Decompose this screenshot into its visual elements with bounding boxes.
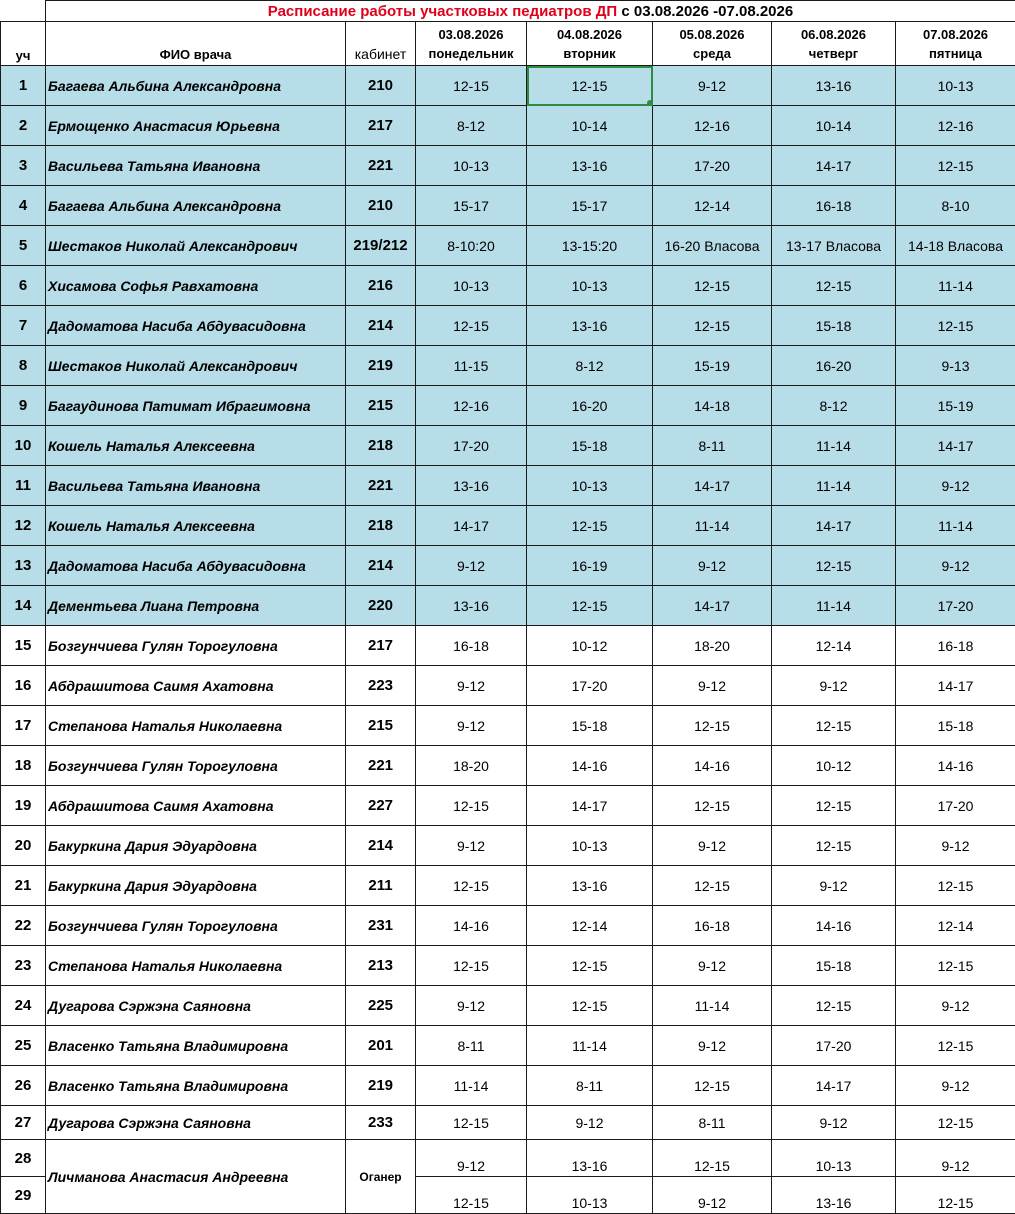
header-row: [1, 22, 1015, 66]
schedule-cell-mon[interactable]: 10-13: [416, 266, 527, 306]
schedule-cell-tue[interactable]: 12-14: [527, 906, 653, 946]
schedule-cell-thu[interactable]: 9-12: [772, 866, 896, 906]
schedule-cell-wed[interactable]: 8-11: [653, 426, 772, 466]
schedule-cell-mon[interactable]: 9-12: [416, 666, 527, 706]
header-weekday: четверг: [772, 44, 895, 63]
schedule-cell-fri[interactable]: 9-12: [896, 466, 1015, 506]
schedule-cell-thu[interactable]: 17-20: [772, 1026, 896, 1066]
row-cabinet-cell[interactable]: 219/212: [346, 226, 416, 266]
schedule-cell-tue[interactable]: 10-13: [527, 1177, 653, 1214]
table-row: [1, 506, 1015, 546]
schedule-cell-tue[interactable]: 10-13: [527, 266, 653, 306]
schedule-cell-mon[interactable]: 16-18: [416, 626, 527, 666]
schedule-cell-mon[interactable]: 12-15: [416, 66, 527, 106]
schedule-cell-mon[interactable]: 12-15: [416, 306, 527, 346]
header-date: 03.08.2026: [416, 25, 526, 44]
row-uch-cell[interactable]: 8: [1, 346, 46, 386]
schedule-cell-wed[interactable]: 15-19: [653, 346, 772, 386]
header-uch[interactable]: уч: [1, 22, 46, 66]
row-cabinet-cell[interactable]: 225: [346, 986, 416, 1026]
schedule-cell-tue[interactable]: 16-20: [527, 386, 653, 426]
schedule-cell-wed[interactable]: 9-12: [653, 1026, 772, 1066]
schedule-cell-fri[interactable]: 9-12: [896, 1066, 1015, 1106]
schedule-cell-mon[interactable]: 12-16: [416, 386, 527, 426]
row-cabinet-cell[interactable]: 214: [346, 546, 416, 586]
schedule-cell-thu[interactable]: 12-15: [772, 786, 896, 826]
row-doctor-name-cell[interactable]: Ермощенко Анастасия Юрьевна: [46, 106, 346, 146]
row-uch-cell[interactable]: 12: [1, 506, 46, 546]
table-row: [1, 106, 1015, 146]
schedule-cell-fri[interactable]: 12-14: [896, 906, 1015, 946]
row-cabinet-cell[interactable]: 227: [346, 786, 416, 826]
row-uch-cell[interactable]: 25: [1, 1026, 46, 1066]
row-cabinet-cell[interactable]: 223: [346, 666, 416, 706]
schedule-cell-fri[interactable]: 8-10: [896, 186, 1015, 226]
row-cabinet-cell[interactable]: 219: [346, 346, 416, 386]
schedule-cell-fri[interactable]: 9-12: [896, 986, 1015, 1026]
table-row: [1, 466, 1015, 506]
schedule-cell-thu[interactable]: 11-14: [772, 426, 896, 466]
schedule-cell-tue[interactable]: 11-14: [527, 1026, 653, 1066]
row-doctor-name-cell[interactable]: Личманова Анастасия Андреевна: [46, 1140, 346, 1214]
schedule-cell-tue[interactable]: 13-16: [527, 306, 653, 346]
row-doctor-name-cell[interactable]: Багаева Альбина Александровна: [46, 186, 346, 226]
row-doctor-name-cell[interactable]: Дугарова Сэржэна Саяновна: [46, 1106, 346, 1140]
schedule-cell-thu[interactable]: 9-12: [772, 1106, 896, 1140]
schedule-cell-mon[interactable]: 14-16: [416, 906, 527, 946]
schedule-cell-thu[interactable]: 12-15: [772, 706, 896, 746]
schedule-cell-mon[interactable]: 12-15: [416, 786, 527, 826]
row-doctor-name-cell[interactable]: Дадоматова Насиба Абдувасидовна: [46, 306, 346, 346]
schedule-cell-mon[interactable]: 8-12: [416, 106, 527, 146]
row-cabinet-cell[interactable]: 220: [346, 586, 416, 626]
schedule-cell-tue[interactable]: 12-15: [527, 986, 653, 1026]
schedule-cell-fri[interactable]: 12-15: [896, 1026, 1015, 1066]
schedule-cell-thu[interactable]: 8-12: [772, 386, 896, 426]
schedule-cell-wed[interactable]: 9-12: [653, 546, 772, 586]
schedule-cell-wed[interactable]: 12-14: [653, 186, 772, 226]
row-cabinet-cell[interactable]: 214: [346, 826, 416, 866]
row-cabinet-cell[interactable]: 218: [346, 506, 416, 546]
schedule-cell-wed[interactable]: 12-15: [653, 786, 772, 826]
row-doctor-name-cell[interactable]: Васильева Татьяна Ивановна: [46, 466, 346, 506]
row-uch-cell[interactable]: 7: [1, 306, 46, 346]
row-doctor-name-cell[interactable]: Бакуркина Дария Эдуардовна: [46, 866, 346, 906]
table-row: [1, 666, 1015, 706]
schedule-cell-thu[interactable]: 14-17: [772, 146, 896, 186]
schedule-cell-wed[interactable]: 12-15: [653, 866, 772, 906]
schedule-cell-tue[interactable]: 15-18: [527, 706, 653, 746]
schedule-cell-tue[interactable]: 9-12: [527, 1106, 653, 1140]
schedule-cell-fri[interactable]: 9-13: [896, 346, 1015, 386]
header-day-thu[interactable]: [772, 22, 896, 66]
row-doctor-name-cell[interactable]: Багаева Альбина Александровна: [46, 66, 346, 106]
schedule-cell-fri[interactable]: 11-14: [896, 506, 1015, 546]
header-weekday: вторник: [527, 44, 652, 63]
schedule-cell-fri[interactable]: 15-18: [896, 706, 1015, 746]
row-uch-cell[interactable]: 5: [1, 226, 46, 266]
row-cabinet-cell[interactable]: 217: [346, 626, 416, 666]
row-doctor-name-cell[interactable]: Бакуркина Дария Эдуардовна: [46, 826, 346, 866]
schedule-cell-fri[interactable]: 12-15: [896, 866, 1015, 906]
row-doctor-name-cell[interactable]: Кошель Наталья Алексеевна: [46, 426, 346, 466]
table-row: [1, 746, 1015, 786]
schedule-cell-fri[interactable]: 17-20: [896, 586, 1015, 626]
schedule-cell-fri[interactable]: 16-18: [896, 626, 1015, 666]
schedule-cell-wed[interactable]: 12-15: [653, 1140, 772, 1177]
row-uch-cell[interactable]: 6: [1, 266, 46, 306]
row-cabinet-cell[interactable]: Оганер: [346, 1140, 416, 1214]
schedule-cell-thu[interactable]: 11-14: [772, 586, 896, 626]
schedule-cell-wed[interactable]: 12-15: [653, 266, 772, 306]
title-main: Расписание работы участковых педиатров ДП: [268, 3, 617, 20]
row-doctor-name-cell[interactable]: Абдрашитова Саимя Ахатовна: [46, 786, 346, 826]
schedule-cell-mon[interactable]: 12-15: [416, 1177, 527, 1214]
title-range: с 03.08.2026 -07.08.2026: [621, 3, 793, 20]
schedule-cell-tue[interactable]: 12-15: [527, 946, 653, 986]
schedule-cell-wed[interactable]: 12-15: [653, 306, 772, 346]
schedule-cell-mon[interactable]: 9-12: [416, 826, 527, 866]
row-doctor-name-cell[interactable]: Дементьева Лиана Петровна: [46, 586, 346, 626]
table-row: [1, 1140, 1015, 1177]
table-row: [1, 386, 1015, 426]
row-doctor-name-cell[interactable]: Бозгунчиева Гулян Торогуловна: [46, 626, 346, 666]
schedule-cell-wed[interactable]: 14-17: [653, 466, 772, 506]
schedule-cell-thu[interactable]: 12-15: [772, 546, 896, 586]
row-uch-cell[interactable]: 27: [1, 1106, 46, 1140]
schedule-cell-wed[interactable]: 9-12: [653, 1177, 772, 1214]
row-doctor-name-cell[interactable]: Власенко Татьяна Владимировна: [46, 1066, 346, 1106]
header-day-fri[interactable]: [896, 22, 1015, 66]
row-uch-cell[interactable]: 11: [1, 466, 46, 506]
schedule-cell-wed[interactable]: 9-12: [653, 66, 772, 106]
schedule-cell-thu[interactable]: 15-18: [772, 946, 896, 986]
table-row: [1, 546, 1015, 586]
row-uch-cell[interactable]: 1: [1, 66, 46, 106]
schedule-cell-tue[interactable]: 13-16: [527, 866, 653, 906]
schedule-cell-mon[interactable]: 13-16: [416, 466, 527, 506]
row-uch-cell[interactable]: 20: [1, 826, 46, 866]
schedule-cell-wed[interactable]: 9-12: [653, 666, 772, 706]
schedule-cell-fri[interactable]: 14-17: [896, 666, 1015, 706]
row-doctor-name-cell[interactable]: Хисамова Софья Равхатовна: [46, 266, 346, 306]
schedule-cell-tue[interactable]: 15-17: [527, 186, 653, 226]
schedule-cell-mon[interactable]: 8-10:20: [416, 226, 527, 266]
table-row: [1, 906, 1015, 946]
row-cabinet-cell[interactable]: 217: [346, 106, 416, 146]
schedule-cell-mon[interactable]: 14-17: [416, 506, 527, 546]
schedule-cell-tue[interactable]: 14-17: [527, 786, 653, 826]
table-row: [1, 1066, 1015, 1106]
schedule-cell-thu[interactable]: 14-17: [772, 1066, 896, 1106]
table-row: [1, 586, 1015, 626]
schedule-cell-thu[interactable]: 15-18: [772, 306, 896, 346]
row-cabinet-cell[interactable]: 215: [346, 706, 416, 746]
table-row: [1, 626, 1015, 666]
table-row: [1, 146, 1015, 186]
row-cabinet-cell[interactable]: 231: [346, 906, 416, 946]
schedule-cell-tue[interactable]: 8-12: [527, 346, 653, 386]
schedule-cell-thu[interactable]: 16-20: [772, 346, 896, 386]
header-day-tue[interactable]: [527, 22, 653, 66]
row-cabinet-cell[interactable]: 215: [346, 386, 416, 426]
header-date: 04.08.2026: [527, 25, 652, 44]
schedule-cell-wed[interactable]: 14-18: [653, 386, 772, 426]
corner-cell[interactable]: [1, 1, 46, 22]
fill-handle[interactable]: [647, 100, 653, 106]
schedule-cell-mon[interactable]: 8-11: [416, 1026, 527, 1066]
schedule-cell-wed[interactable]: 8-11: [653, 1106, 772, 1140]
schedule-cell-fri[interactable]: 15-19: [896, 386, 1015, 426]
row-cabinet-cell[interactable]: 221: [346, 146, 416, 186]
header-day-wed[interactable]: [653, 22, 772, 66]
row-uch-cell[interactable]: 28: [1, 1140, 46, 1177]
row-doctor-name-cell[interactable]: Кошель Наталья Алексеевна: [46, 506, 346, 546]
schedule-cell-mon[interactable]: 10-13: [416, 146, 527, 186]
schedule-cell-fri[interactable]: 14-17: [896, 426, 1015, 466]
table-row: [1, 786, 1015, 826]
schedule-cell-wed[interactable]: 14-17: [653, 586, 772, 626]
header-date: 07.08.2026: [896, 25, 1015, 44]
schedule-cell-tue[interactable]: 17-20: [527, 666, 653, 706]
row-uch-cell[interactable]: 3: [1, 146, 46, 186]
schedule-cell-tue[interactable]: 10-12: [527, 626, 653, 666]
schedule-cell-wed[interactable]: 17-20: [653, 146, 772, 186]
schedule-cell-thu[interactable]: 11-14: [772, 466, 896, 506]
title-row: [1, 1, 1015, 22]
schedule-cell-tue[interactable]: 12-15: [527, 506, 653, 546]
schedule-cell-thu[interactable]: 9-12: [772, 666, 896, 706]
schedule-cell-tue[interactable]: 14-16: [527, 746, 653, 786]
schedule-cell-fri[interactable]: 9-12: [896, 546, 1015, 586]
header-weekday: пятница: [896, 44, 1015, 63]
table-row: [1, 226, 1015, 266]
row-uch-cell[interactable]: 23: [1, 946, 46, 986]
row-uch-cell[interactable]: 26: [1, 1066, 46, 1106]
schedule-cell-fri[interactable]: 9-12: [896, 826, 1015, 866]
table-row: [1, 866, 1015, 906]
row-uch-cell[interactable]: 4: [1, 186, 46, 226]
schedule-cell-fri[interactable]: 12-15: [896, 946, 1015, 986]
schedule-cell-tue[interactable]: 10-13: [527, 466, 653, 506]
schedule-cell-thu[interactable]: 12-15: [772, 826, 896, 866]
table-row: [1, 186, 1015, 226]
schedule-cell-wed[interactable]: 16-20 Власова: [653, 226, 772, 266]
schedule-cell-fri[interactable]: 12-15: [896, 1106, 1015, 1140]
schedule-cell-fri[interactable]: 14-18 Власова: [896, 226, 1015, 266]
row-doctor-name-cell[interactable]: Бозгунчиева Гулян Торогуловна: [46, 746, 346, 786]
schedule-cell-mon[interactable]: 12-15: [416, 866, 527, 906]
schedule-cell-mon[interactable]: 13-16: [416, 586, 527, 626]
schedule-cell-wed[interactable]: 11-14: [653, 506, 772, 546]
schedule-cell-fri[interactable]: 12-15: [896, 146, 1015, 186]
schedule-cell-mon[interactable]: 15-17: [416, 186, 527, 226]
row-uch-cell[interactable]: 19: [1, 786, 46, 826]
schedule-cell-wed[interactable]: 11-14: [653, 986, 772, 1026]
selected-cell[interactable]: 12-15: [527, 66, 653, 106]
schedule-cell-mon[interactable]: 9-12: [416, 706, 527, 746]
row-uch-cell[interactable]: 14: [1, 586, 46, 626]
schedule-cell-mon[interactable]: 12-15: [416, 1106, 527, 1140]
row-uch-cell[interactable]: 24: [1, 986, 46, 1026]
schedule-cell-thu[interactable]: 13-16: [772, 66, 896, 106]
table-row: [1, 1026, 1015, 1066]
schedule-cell-mon[interactable]: 9-12: [416, 1140, 527, 1177]
header-cabinet[interactable]: кабинет: [346, 22, 416, 66]
schedule-cell-mon[interactable]: 17-20: [416, 426, 527, 466]
row-uch-cell[interactable]: 9: [1, 386, 46, 426]
row-uch-cell[interactable]: 17: [1, 706, 46, 746]
schedule-cell-thu[interactable]: 10-14: [772, 106, 896, 146]
schedule-cell-thu[interactable]: 13-17 Власова: [772, 226, 896, 266]
row-cabinet-cell[interactable]: 219: [346, 1066, 416, 1106]
row-uch-cell[interactable]: 13: [1, 546, 46, 586]
row-doctor-name-cell[interactable]: Дугарова Сэржэна Саяновна: [46, 986, 346, 1026]
schedule-cell-mon[interactable]: 11-14: [416, 1066, 527, 1106]
schedule-cell-fri[interactable]: 9-12: [896, 1140, 1015, 1177]
row-cabinet-cell[interactable]: 210: [346, 186, 416, 226]
table-row: [1, 946, 1015, 986]
schedule-cell-mon[interactable]: 9-12: [416, 546, 527, 586]
row-cabinet-cell[interactable]: 233: [346, 1106, 416, 1140]
row-uch-cell[interactable]: 21: [1, 866, 46, 906]
row-cabinet-cell[interactable]: 216: [346, 266, 416, 306]
schedule-cell-thu[interactable]: 16-18: [772, 186, 896, 226]
table-row: [1, 306, 1015, 346]
row-doctor-name-cell[interactable]: Степанова Наталья Николаевна: [46, 946, 346, 986]
schedule-cell-mon[interactable]: 9-12: [416, 986, 527, 1026]
row-doctor-name-cell[interactable]: Шестаков Николай Александрович: [46, 346, 346, 386]
header-fio[interactable]: ФИО врача: [46, 22, 346, 66]
schedule-cell-wed[interactable]: 12-15: [653, 1066, 772, 1106]
schedule-cell-tue[interactable]: 13-16: [527, 146, 653, 186]
row-doctor-name-cell[interactable]: Дадоматова Насиба Абдувасидовна: [46, 546, 346, 586]
schedule-cell-thu[interactable]: 10-12: [772, 746, 896, 786]
schedule-cell-tue[interactable]: 10-13: [527, 826, 653, 866]
schedule-cell-tue[interactable]: 13-15:20: [527, 226, 653, 266]
schedule-cell-fri[interactable]: 14-16: [896, 746, 1015, 786]
schedule-cell-fri[interactable]: 17-20: [896, 786, 1015, 826]
row-cabinet-cell[interactable]: 221: [346, 746, 416, 786]
row-doctor-name-cell[interactable]: Багаудинова Патимат Ибрагимовна: [46, 386, 346, 426]
header-weekday: понедельник: [416, 44, 526, 63]
schedule-cell-thu[interactable]: 10-13: [772, 1140, 896, 1177]
schedule-cell-thu[interactable]: 14-16: [772, 906, 896, 946]
header-day-mon[interactable]: [416, 22, 527, 66]
schedule-cell-mon[interactable]: 12-15: [416, 946, 527, 986]
sheet-title[interactable]: [46, 1, 1015, 22]
row-uch-cell[interactable]: 29: [1, 1177, 46, 1214]
schedule-cell-fri[interactable]: 12-16: [896, 106, 1015, 146]
schedule-cell-fri[interactable]: 11-14: [896, 266, 1015, 306]
row-doctor-name-cell[interactable]: Васильева Татьяна Ивановна: [46, 146, 346, 186]
row-cabinet-cell[interactable]: 210: [346, 66, 416, 106]
schedule-cell-wed[interactable]: 18-20: [653, 626, 772, 666]
schedule-cell-thu[interactable]: 12-15: [772, 266, 896, 306]
row-cabinet-cell[interactable]: 218: [346, 426, 416, 466]
schedule-cell-thu[interactable]: 12-14: [772, 626, 896, 666]
schedule-cell-fri[interactable]: 12-15: [896, 306, 1015, 346]
table-row: [1, 706, 1015, 746]
schedule-cell-tue[interactable]: 10-14: [527, 106, 653, 146]
table-row: [1, 66, 1015, 106]
row-doctor-name-cell[interactable]: Власенко Татьяна Владимировна: [46, 1026, 346, 1066]
row-cabinet-cell[interactable]: 213: [346, 946, 416, 986]
schedule-cell-thu[interactable]: 13-16: [772, 1177, 896, 1214]
schedule-cell-tue[interactable]: 16-19: [527, 546, 653, 586]
schedule-cell-mon[interactable]: 11-15: [416, 346, 527, 386]
row-doctor-name-cell[interactable]: Абдрашитова Саимя Ахатовна: [46, 666, 346, 706]
table-row: [1, 1106, 1015, 1140]
row-cabinet-cell[interactable]: 201: [346, 1026, 416, 1066]
schedule-cell-mon[interactable]: 18-20: [416, 746, 527, 786]
row-cabinet-cell[interactable]: 221: [346, 466, 416, 506]
row-cabinet-cell[interactable]: 211: [346, 866, 416, 906]
schedule-cell-thu[interactable]: 14-17: [772, 506, 896, 546]
schedule-cell-tue[interactable]: 15-18: [527, 426, 653, 466]
schedule-cell-tue[interactable]: 13-16: [527, 1140, 653, 1177]
schedule-cell-wed[interactable]: 16-18: [653, 906, 772, 946]
table-row: [1, 346, 1015, 386]
schedule-cell-tue[interactable]: 12-15: [527, 586, 653, 626]
header-date: 05.08.2026: [653, 25, 771, 44]
row-uch-cell[interactable]: 18: [1, 746, 46, 786]
table-row: [1, 986, 1015, 1026]
schedule-cell-thu[interactable]: 12-15: [772, 986, 896, 1026]
row-uch-cell[interactable]: 2: [1, 106, 46, 146]
schedule-cell-fri[interactable]: 12-15: [896, 1177, 1015, 1214]
schedule-cell-wed[interactable]: 9-12: [653, 946, 772, 986]
schedule-cell-wed[interactable]: 12-15: [653, 706, 772, 746]
row-uch-cell[interactable]: 22: [1, 906, 46, 946]
row-doctor-name-cell[interactable]: Бозгунчиева Гулян Торогуловна: [46, 906, 346, 946]
row-cabinet-cell[interactable]: 214: [346, 306, 416, 346]
schedule-cell-wed[interactable]: 14-16: [653, 746, 772, 786]
row-uch-cell[interactable]: 10: [1, 426, 46, 466]
header-weekday: среда: [653, 44, 771, 63]
table-row: [1, 826, 1015, 866]
schedule-cell-tue[interactable]: 8-11: [527, 1066, 653, 1106]
row-uch-cell[interactable]: 16: [1, 666, 46, 706]
header-date: 06.08.2026: [772, 25, 895, 44]
schedule-cell-fri[interactable]: 10-13: [896, 66, 1015, 106]
row-uch-cell[interactable]: 15: [1, 626, 46, 666]
schedule-cell-wed[interactable]: 9-12: [653, 826, 772, 866]
schedule-cell-wed[interactable]: 12-16: [653, 106, 772, 146]
row-doctor-name-cell[interactable]: Шестаков Николай Александрович: [46, 226, 346, 266]
table-row: [1, 266, 1015, 306]
row-doctor-name-cell[interactable]: Степанова Наталья Николаевна: [46, 706, 346, 746]
table-row: [1, 426, 1015, 466]
